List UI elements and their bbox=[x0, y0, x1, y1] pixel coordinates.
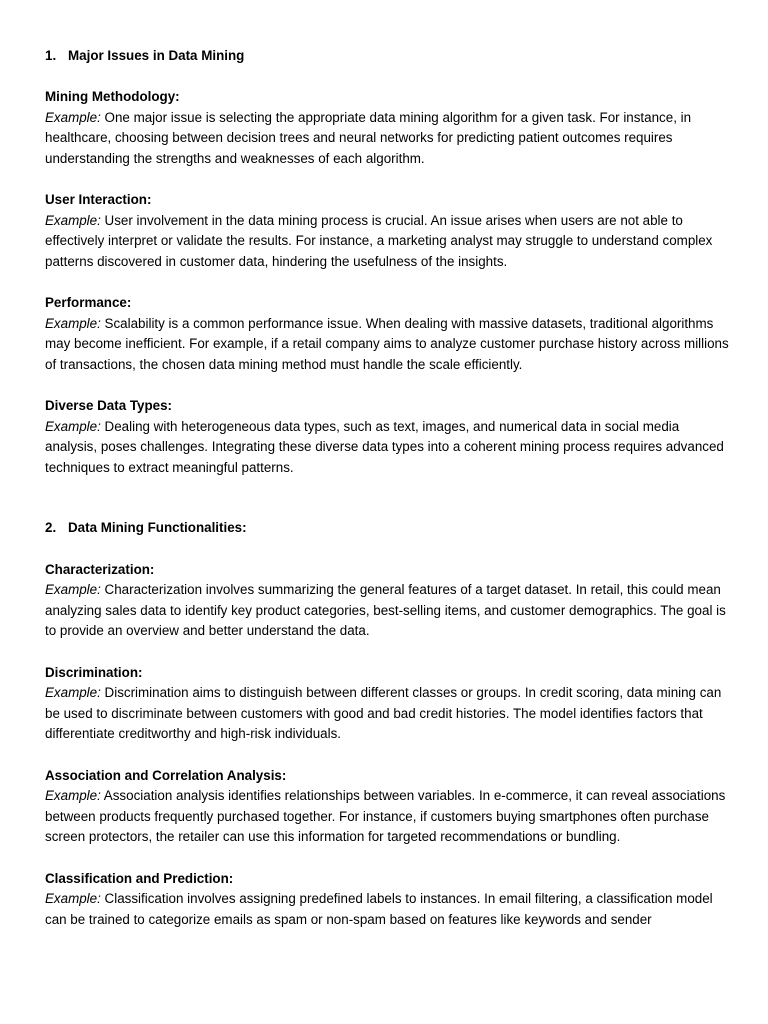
section-heading-functionalities bbox=[45, 518, 730, 539]
item-title: Performance: bbox=[45, 295, 132, 311]
item-characterization bbox=[45, 560, 730, 642]
item-title: Association and Correlation Analysis: bbox=[45, 767, 287, 783]
example-label: Example: bbox=[45, 582, 101, 598]
item-diverse-data-types bbox=[45, 396, 730, 478]
item-text: Dealing with heterogeneous data types, such as text, images, and numerical data in social media analysis, poses challenges. Integrating these diverse data types into a coherent mining process requires advanced techniques to extract meaningful patterns. bbox=[45, 418, 724, 475]
item-mining-methodology bbox=[45, 87, 730, 169]
item-title: User Interaction: bbox=[45, 192, 152, 208]
item-title: Characterization: bbox=[45, 561, 155, 577]
section-number: 2. bbox=[45, 520, 57, 536]
example-label: Example: bbox=[45, 685, 101, 701]
item-text: Classification involves assigning predefined labels to instances. In email filtering, a classification model can be trained to categorize emails as spam or non-spam based on features like keywords and sender bbox=[45, 891, 713, 927]
item-user-interaction bbox=[45, 190, 730, 272]
example-label: Example: bbox=[45, 891, 101, 907]
item-body bbox=[45, 683, 730, 745]
item-text: Scalability is a common performance issue. When dealing with massive datasets, traditional algorithms may become inefficient. For example, if a retail company aims to analyze customer purchase history across millions of transactions, the chosen data mining method must handle the scale efficiently. bbox=[45, 315, 729, 372]
item-text: One major issue is selecting the appropriate data mining algorithm for a given task. For instance, in healthcare, choosing between decision trees and neural networks for predicting patient outcomes requires understanding the strengths and weaknesses of each algorithm. bbox=[45, 109, 692, 166]
example-label: Example: bbox=[45, 418, 101, 434]
item-body bbox=[45, 417, 730, 479]
item-text: Discrimination aims to distinguish between different classes or groups. In credit scoring, data mining can be used to discriminate between customers with good and bad credit histories. The model identifies factors that differentiate creditworthy and high-risk individuals. bbox=[45, 685, 722, 742]
section-number: 1. bbox=[45, 48, 57, 63]
item-title: Discrimination: bbox=[45, 664, 143, 680]
item-body bbox=[45, 889, 730, 930]
item-text: Association analysis identifies relationships between variables. In e-commerce, it can reveal associations between products frequently purchased together. For instance, if customers buying smartphones often purchase screen protectors, the retailer can use this information for targeted recommendations or bundling. bbox=[45, 788, 726, 845]
example-label: Example: bbox=[45, 109, 101, 125]
item-text: Characterization involves summarizing the general features of a target dataset. In retail, this could mean analyzing sales data to identify key product categories, best-selling items, and customer demographics. The goal is to provide an overview and better understand the data. bbox=[45, 582, 726, 639]
item-body bbox=[45, 314, 730, 376]
item-performance bbox=[45, 293, 730, 375]
item-body bbox=[45, 580, 730, 642]
item-title: Mining Methodology: bbox=[45, 89, 180, 105]
item-title: Classification and Prediction: bbox=[45, 870, 234, 886]
item-text: User involvement in the data mining process is crucial. An issue arises when users are not able to effectively interpret or validate the results. For instance, a marketing analyst may struggle to understand complex patterns discovered in customer data, hindering the usefulness of the insights. bbox=[45, 212, 713, 269]
section-title: Data Mining Functionalities: bbox=[68, 520, 247, 536]
section-heading-major-issues bbox=[45, 46, 730, 67]
item-association-correlation bbox=[45, 766, 730, 848]
document-content bbox=[45, 46, 730, 951]
example-label: Example: bbox=[45, 788, 101, 804]
item-body bbox=[45, 211, 730, 273]
example-label: Example: bbox=[45, 212, 101, 228]
item-title: Diverse Data Types: bbox=[45, 398, 173, 414]
item-body bbox=[45, 786, 730, 848]
item-body bbox=[45, 108, 730, 170]
example-label: Example: bbox=[45, 315, 101, 331]
item-discrimination bbox=[45, 663, 730, 745]
section-title: Major Issues in Data Mining bbox=[68, 48, 245, 63]
item-classification-prediction bbox=[45, 869, 730, 931]
